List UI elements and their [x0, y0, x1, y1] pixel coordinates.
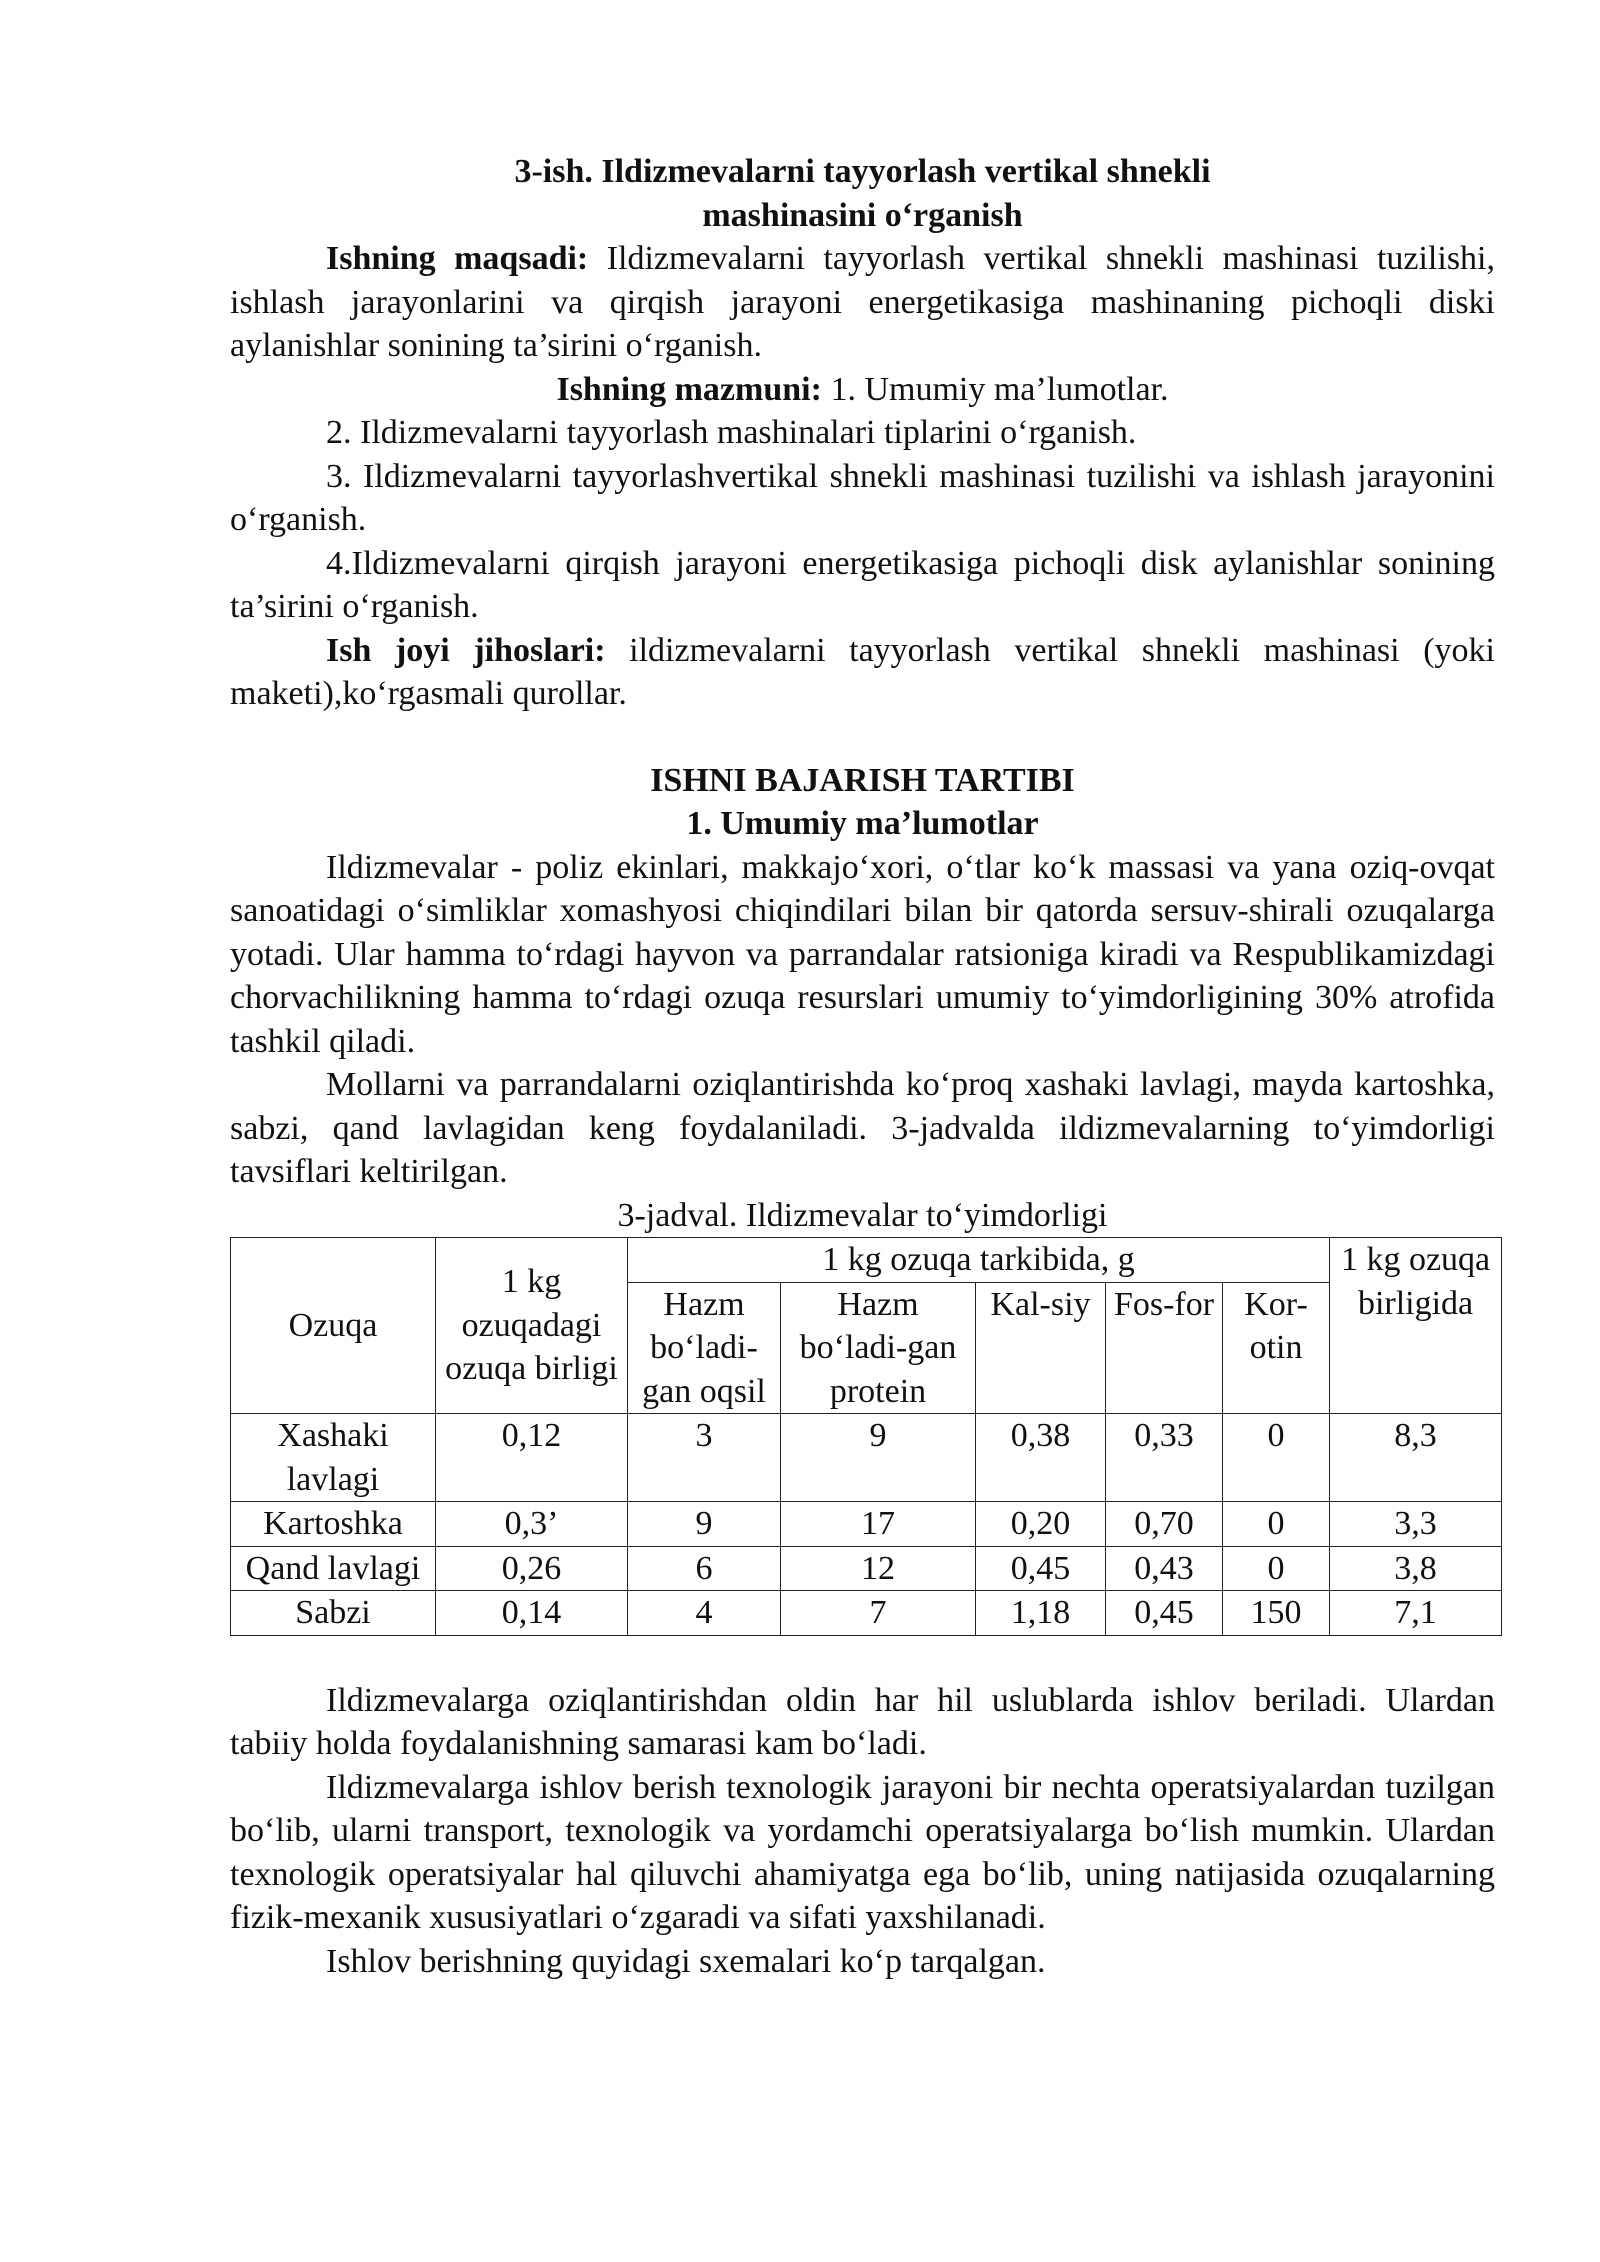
equipment-paragraph [230, 629, 1495, 716]
table-cell: 0 [1223, 1502, 1330, 1547]
content-item3: 3. Ildizmevalarni tayyorlashvertikal shnekli mashinasi tuzilishi va ishlash jarayonini o‘rganish. [230, 457, 1495, 538]
table-cell: 0,70 [1106, 1502, 1223, 1547]
table-cell: 0,20 [976, 1502, 1106, 1547]
table-row [231, 1502, 1502, 1547]
table-cell: 0,3’ [436, 1502, 628, 1547]
section-subheading: 1. Umumiy ma’lumotlar [686, 805, 1039, 842]
paragraph-4: Ildizmevalarga ishlov berish texnologik jarayoni bir nechta operatsiyalardan tuzilgan bo‘lib, ularni transport, texnologik va yordamchi operatsiyalarga bo‘lish mumkin. Ulardan texnologik operatsiyalar hal qiluvchi ahamiyatga ega bo‘lib, uning natijasida ozuqalarning fizik-mexanik xususiyatlari o‘zgaradi va sifati yaxshilanadi. [230, 1768, 1495, 1936]
content-heading [230, 368, 1495, 412]
content-item1: 1. Umumiy ma’lumotlar. [821, 370, 1169, 408]
header-calcium: Kal-siy [976, 1282, 1106, 1414]
table-cell: 12 [781, 1546, 976, 1591]
equipment-label: Ish joyi jihoslari: [326, 631, 606, 669]
table-cell: 7,1 [1330, 1591, 1502, 1636]
doc-title-line1: 3-ish. Ildizmevalarni tayyorlash vertikal shnekli [514, 153, 1211, 190]
paragraph-1: Ildizmevalar - poliz ekinlari, makkajo‘xori, o‘tlar ko‘k massasi va yana oziq-ovqat sanoatidagi o‘simliklar xomashyosi chiqindilari bilan bir qatorda sersuv-shirali ozuqalarga yotadi. Ular hamma to‘rdagi hayvon va parrandalar ratsioniga kiradi va Respublikamizdagi chorvachilikning hamma to‘rdagi ozuqa resurslari umumiy to‘yimdorligining 30% atrofida tashkil qiladi. [230, 848, 1495, 1060]
paragraph-5: Ishlov berishning quyidagi sxemalari ko‘p tarqalgan. [326, 1942, 1046, 1980]
table-cell: 0,43 [1106, 1546, 1223, 1591]
header-group: 1 kg ozuqa tarkibida, g [628, 1238, 1330, 1283]
header-phosphorus: Fos-for [1106, 1282, 1223, 1414]
table-cell: Xashaki lavlagi [231, 1414, 436, 1502]
table-header-row [231, 1238, 1502, 1283]
header-digestible-protein-b: Hazm bo‘ladi-gan protein [781, 1282, 976, 1414]
spacer [230, 716, 1495, 759]
table-cell: 0,12 [436, 1414, 628, 1502]
nutrition-table [230, 1237, 1502, 1636]
header-food: Ozuqa [231, 1238, 436, 1414]
table-cell: 0,38 [976, 1414, 1106, 1502]
table-row [231, 1414, 1502, 1502]
paragraph-2: Mollarni va parrandalarni oziqlantirishda ko‘proq xashaki lavlagi, mayda kartoshka, sabzi, qand lavlagidan keng foydalaniladi. 3-jadvalda ildizmevalarning to‘yimdorligi tavsiflari keltirilgan. [230, 1066, 1495, 1190]
table-cell: 4 [628, 1591, 781, 1636]
table-cell: 8,3 [1330, 1414, 1502, 1502]
table-cell: 0,26 [436, 1546, 628, 1591]
table-caption: 3-jadval. Ildizmevalar to‘yimdorligi [617, 1196, 1108, 1234]
table-cell: 17 [781, 1502, 976, 1547]
table-cell: 0,45 [976, 1546, 1106, 1591]
table-cell: 0,14 [436, 1591, 628, 1636]
table-cell: 6 [628, 1546, 781, 1591]
content-label: Ishning mazmuni: [556, 370, 822, 408]
table-cell: 9 [781, 1414, 976, 1502]
table-cell: 0,45 [1106, 1591, 1223, 1636]
document-page [230, 150, 1495, 1983]
table-cell: 150 [1223, 1591, 1330, 1636]
table-cell: 0 [1223, 1546, 1330, 1591]
table-cell: Qand lavlagi [231, 1546, 436, 1591]
table-cell: 3 [628, 1414, 781, 1502]
header-carotene: Kor-otin [1223, 1282, 1330, 1414]
content-item2: 2. Ildizmevalarni tayyorlash mashinalari tiplarini o‘rganish. [326, 414, 1137, 451]
table-cell: 3,8 [1330, 1546, 1502, 1591]
table-cell: 9 [628, 1502, 781, 1547]
table-cell: 7 [781, 1591, 976, 1636]
paragraph-3: Ildizmevalarga oziqlantirishdan oldin har hil uslublarda ishlov beriladi. Ulardan tabiiy holda foydalanishning samarasi kam bo‘ladi. [230, 1681, 1495, 1762]
table-cell: Kartoshka [231, 1502, 436, 1547]
doc-title-line2: mashinasini o‘rganish [702, 196, 1023, 234]
table-cell: 0,33 [1106, 1414, 1223, 1502]
content-item4: 4.Ildizmevalarni qirqish jarayoni energetikasiga pichoqli disk aylanishlar sonining ta’sirini o‘rganish. [230, 544, 1495, 625]
table-row [231, 1591, 1502, 1636]
header-per-unit: 1 kg ozuqa birligida [1330, 1238, 1502, 1414]
equipment-text: ildizmevalarni tayyorlash vertikal shnekli mashinasi (yoki maketi),ko‘rgasmali qurollar. [230, 631, 1495, 712]
header-digestible-protein-a: Hazm bo‘ladi-gan oqsil [628, 1282, 781, 1414]
table-cell: 1,18 [976, 1591, 1106, 1636]
table-cell: 0 [1223, 1414, 1330, 1502]
goal-text: Ildizmevalarni tayyorlash vertikal shnekli mashinasi tuzilishi, ishlash jarayonlarini va qirqish jarayoni energetikasiga mashinaning pichoqli diski aylanishlar sonining ta’sirini o‘rganish. [230, 240, 1495, 364]
table-cell: Sabzi [231, 1591, 436, 1636]
table-cell: 3,3 [1330, 1502, 1502, 1547]
goal-label: Ishning maqsadi: [326, 240, 589, 277]
goal-paragraph [230, 237, 1495, 368]
spacer [230, 1636, 1495, 1679]
header-unit-per-kg: 1 kg ozuqadagi ozuqa birligi [436, 1238, 628, 1414]
section-heading: ISHNI BAJARISH TARTIBI [650, 761, 1075, 799]
table-row [231, 1546, 1502, 1591]
